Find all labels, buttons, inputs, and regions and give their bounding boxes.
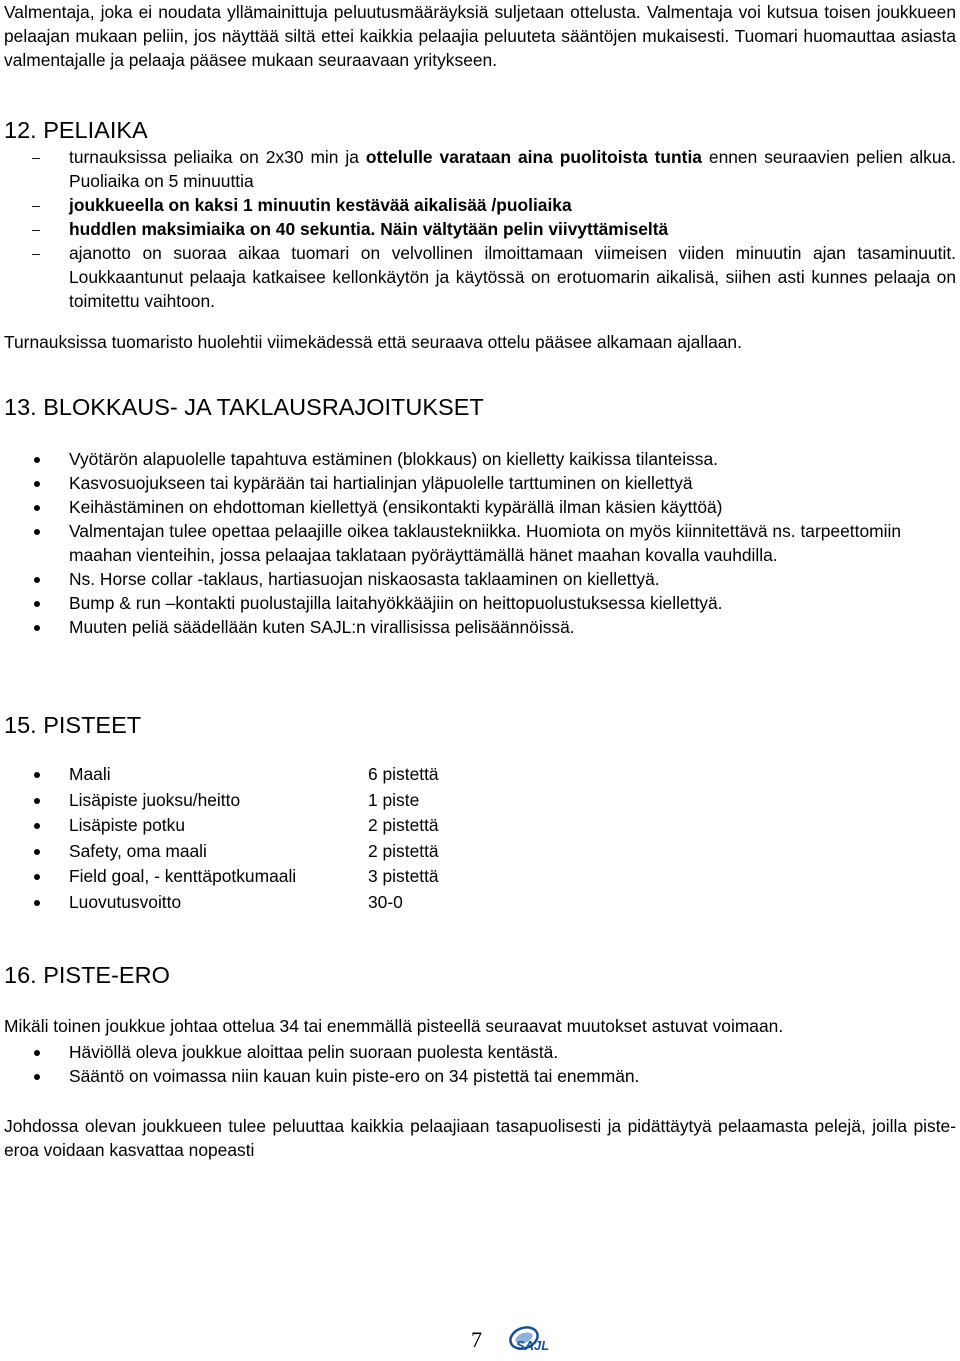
points-value: 2 pistettä (368, 840, 439, 861)
list-item: Bump & run –kontakti puolustajilla laitahyökkääjiin on heittopuolustuksessa kiellettyä. (0, 591, 960, 615)
section-12-note: Turnauksissa tuomaristo huolehtii viimekädessä että seuraava ottelu pääsee alkamaan ajallaan. (4, 332, 742, 352)
section-12-list (0, 145, 960, 313)
points-value: 3 pistettä (368, 866, 439, 886)
list-item: – turnauksissa peliaika on 2x30 min ja ottelulle varataan aina puolitoista tuntia ennen seuraavien pelien alkua. Puoliaika on 5 minuuttia (0, 145, 960, 193)
list-item: Valmentajan tulee opettaa pelaajille oikea taklaustekniikka. Huomiota on myös kiinnitettävä ns. tarpeettomiin maahan vienteihin, jossa pelaajaa taklataan pyöräyttämällä hänet maahan kovalla vauhdilla. (0, 519, 960, 567)
section-13-heading: 13. BLOKKAUS- JA TAKLAUSRAJOITUKSET (4, 394, 484, 420)
points-value: 6 pistettä (368, 764, 439, 784)
points-name: Field goal, - kenttäpotkumaali (69, 866, 297, 886)
points-value: 1 piste (368, 789, 420, 810)
points-name: Maali (69, 764, 111, 784)
points-name: Lisäpiste juoksu/heitto (69, 789, 241, 810)
list-item: – joukkueella on kaksi 1 minuutin kestävää aikalisää /puoliaika (0, 193, 960, 217)
table-row (0, 839, 960, 865)
logo-text: SAJL (516, 1338, 550, 1353)
list-item: – huddlen maksimiaika on 40 sekuntia. Näin vältytään pelin viivyttämiseltä (0, 217, 960, 241)
sajl-logo-graphic (508, 1324, 552, 1354)
table-row (0, 762, 960, 788)
list-item: Keihästäminen on ehdottoman kiellettyä (ensikontakti kypärällä ilman käsien käyttöä) (0, 495, 960, 519)
section-15-heading: 15. PISTEET (4, 712, 142, 738)
points-name: Lisäpiste potku (69, 815, 186, 835)
table-row (0, 864, 960, 890)
list-item: Muuten peliä säädellään kuten SAJL:n virallisissa pelisäännöissä. (0, 615, 960, 639)
list-item: Häviöllä oleva joukkue aloittaa pelin suoraan puolesta kentästä. (0, 1040, 960, 1064)
table-row (0, 890, 960, 916)
list-item: – ajanotto on suoraa aikaa tuomari on velvollinen ilmoittamaan viimeisen viiden minuutin ajan tasaminuutit. Loukkaantunut pelaaja katkaisee kellonkäytön ja käytössä on erotuomarin aikalisä, siihen asti kunnes pelaaja on toimitettu vaihtoon. (0, 241, 960, 313)
table-row (0, 813, 960, 839)
section-16-list (0, 1040, 960, 1088)
section-13-list (0, 447, 960, 639)
section-16-closing: Johdossa olevan joukkueen tulee peluuttaa kaikkia pelaajiaan tasapuolisesti ja pidättäytyä pelaamasta pelejä, joilla piste-eroa voidaan kasvattaa nopeasti (4, 1116, 956, 1160)
points-name: Safety, oma maali (69, 840, 207, 861)
section-12-heading: 12. PELIAIKA (4, 117, 148, 143)
list-item: Vyötärön alapuolelle tapahtuva estäminen (blokkaus) on kielletty kaikissa tilanteissa. (0, 447, 960, 471)
section-16-heading: 16. PISTE-ERO (4, 962, 170, 988)
page-number: 7 (471, 1327, 482, 1352)
section-16-intro: Mikäli toinen joukkue johtaa ottelua 34 tai enemmällä pisteellä seuraavat muutokset astuvat voimaan. (4, 1016, 784, 1036)
points-value: 2 pistettä (368, 815, 439, 835)
table-row (0, 788, 960, 814)
points-table (0, 762, 960, 915)
intro-paragraph: Valmentaja, joka ei noudata yllämainittuja peluutusmääräyksiä suljetaan ottelusta. Valmentaja voi kutsua toisen joukkueen pelaajan mukaan peliin, jos näyttää siltä ettei kaikkia pelaajia peluuteta sääntöjen mukaisesti. Tuomari huomauttaa asiasta valmentajalle ja pelaaja pääsee mukaan seuraavaan yritykseen. (4, 2, 956, 70)
sajl-logo (508, 1324, 552, 1354)
list-item: Sääntö on voimassa niin kauan kuin piste-ero on 34 pistettä tai enemmän. (0, 1064, 960, 1088)
list-item: Kasvosuojukseen tai kypärään tai hartialinjan yläpuolelle tarttuminen on kiellettyä (0, 471, 960, 495)
points-value: 30-0 (368, 891, 403, 912)
list-item: Ns. Horse collar -taklaus, hartiasuojan niskaosasta taklaaminen on kiellettyä. (0, 567, 960, 591)
points-name: Luovutusvoitto (69, 891, 182, 912)
